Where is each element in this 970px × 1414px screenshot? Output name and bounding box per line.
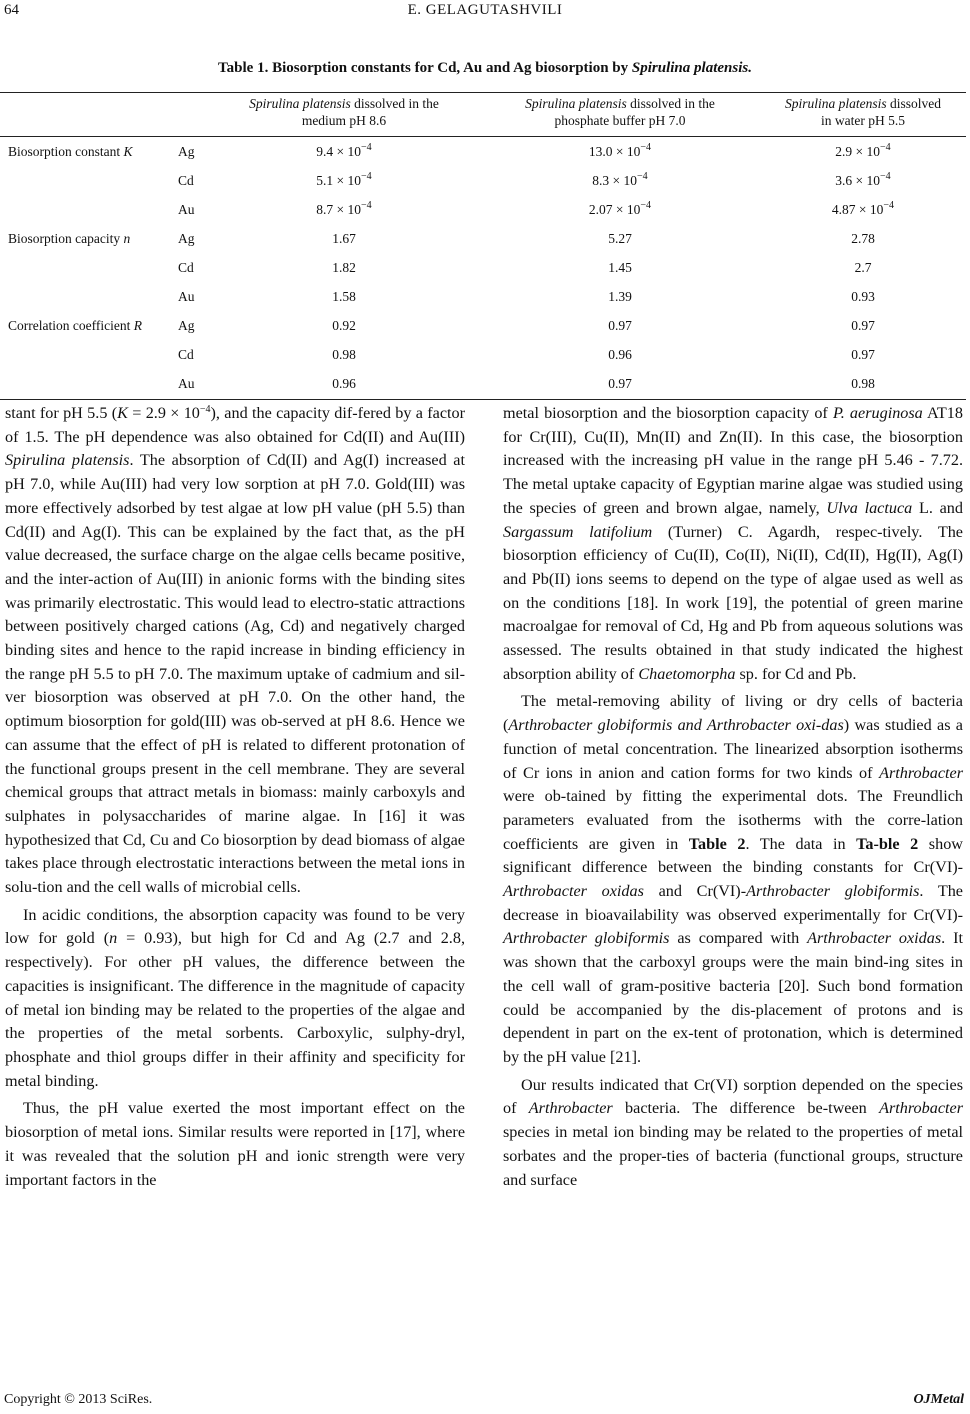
row-group-symbol: n: [123, 231, 131, 246]
table-cell: [783, 230, 943, 248]
metal-label: Cd: [178, 260, 194, 275]
metal-label: Ag: [178, 144, 195, 159]
cell-value: 13.0 × 10: [588, 144, 641, 159]
right-paragraph-2: The metal-removing ability of living or dry cells of bacteria (Arthrobacter globiformis and Arthrobacter oxi-das) was studied as a function of metal concentration. The linearized absorption isotherms of Cr ions in anion and cation forms for two kinds of Arthrobacter were ob-tained by fitting the experimental dots. The Freundlich parameters evaluated from the isotherms with the corre-lation coefficients are given in Table 2. The data in Ta-ble 2 show significant difference between the binding constants for Cr(VI)-Arthrobacter oxidas and Cr(VI)-Arthrobacter globiformis. The decrease in bioavailability was observed experimentally for Cr(VI)-Arthrobacter globiformis as compared with Arthrobacter oxidas. It was shown that the carboxyl groups were the main bind-ing sites in the cell wall of gram-positive bacteria [20]. Such bond formation could be accompanied by the dis-placement of protons and is dependent in part on the ex-tent of protonation, which is determined by the pH value [21].: [503, 692, 963, 1066]
cell-value: 5.27: [608, 231, 632, 246]
table-cell: [264, 172, 424, 190]
column-header-condition: medium pH 8.6: [301, 113, 387, 128]
cell-value: 1.45: [608, 260, 632, 275]
row-group-label: [8, 317, 142, 335]
column-header-text: dissolved in the: [350, 96, 439, 111]
metal-label: Cd: [178, 173, 194, 188]
cell-value: 2.78: [851, 231, 875, 246]
right-paragraph-3: Our results indicated that Cr(VI) sorption depended on the species of Arthrobacter bacteria. The difference be-tween Arthrobacter species in metal ion binding may be related to the properties of metal sorbates and the proper-ties of bacteria (functional groups, structure and surface: [503, 1075, 963, 1189]
table-cell: [264, 346, 424, 364]
cell-exponent: −4: [361, 142, 372, 153]
cell-value: 2.07 × 10: [588, 202, 641, 217]
cell-value: 0.97: [851, 347, 875, 362]
right-text-column: [503, 402, 963, 1192]
column-header-2: [490, 95, 750, 129]
column-header-condition: phosphate buffer pH 7.0: [554, 113, 686, 128]
left-paragraph-3: Thus, the pH value exerted the most important effect on the biosorption of metal ions. Similar results were reported in [17], where it was revealed that the solution pH and ionic strength were very important factors in the: [5, 1099, 465, 1189]
cell-value: 8.7 × 10: [316, 202, 362, 217]
cell-value: 4.87 × 10: [831, 202, 884, 217]
table-cell: [783, 317, 943, 335]
running-header: [0, 2, 970, 22]
row-group-symbol: K: [123, 144, 133, 159]
table-cell: [264, 143, 424, 161]
table-cell: [540, 259, 700, 277]
table-cell: [264, 375, 424, 393]
cell-exponent: −4: [361, 171, 372, 182]
cell-value: 2.7: [854, 260, 872, 275]
table-caption-species: Spirulina platensis.: [631, 60, 752, 76]
cell-exponent: −4: [640, 200, 652, 211]
cell-value: 0.93: [851, 289, 875, 304]
left-text-column: [5, 402, 465, 1192]
row-group-label: [8, 143, 133, 161]
metal-label: Au: [178, 289, 195, 304]
column-header-1: [214, 95, 474, 129]
column-header-species: Spirulina platensis: [525, 96, 627, 111]
cell-value: 0.97: [608, 318, 632, 333]
cell-value: 0.97: [608, 376, 632, 391]
metal-label: Cd: [178, 347, 194, 362]
cell-exponent: −4: [361, 200, 372, 211]
column-header-text: dissolved in the: [626, 96, 715, 111]
column-header-species: Spirulina platensis: [784, 96, 887, 111]
table-cell: [264, 230, 424, 248]
left-paragraph-2: In acidic conditions, the absorption capacity was found to be very low for gold (n = 0.93), but high for Cd and Ag (2.7 and 2.8, respectively). For other pH values, the difference between the capacities is insignificant. The difference in the magnitude of capacity of metal ion binding may be related to the properties of the algae and the properties of the metal sorbents. Carboxylic, sulphy-dryl, phosphate and thiol groups differ in their affinity and specificity for metal binding.: [5, 905, 465, 1090]
table-header-rule: [0, 136, 966, 137]
cell-value: 2.9 × 10: [835, 144, 881, 159]
table-cell: [783, 288, 943, 306]
cell-value: 1.82: [332, 260, 356, 275]
cell-value: 0.98: [332, 347, 356, 362]
running-title: E. GELAGUTASHVILI: [407, 2, 563, 18]
table-cell: [540, 201, 700, 219]
cell-value: 1.58: [332, 289, 356, 304]
right-paragraph-1: metal biosorption and the biosorption capacity of P. aeruginosa AT18 for Cr(III), Cu(II), Mn(II) and Zn(II). In this case, the biosorption increased with the increasing pH value in the range pH 5.46 - 7.72. The metal uptake capacity of Egyptian marine algae was studied using the species of green and brown algae, namely, Ulva lactuca L. and Sargassum latifolium (Turner) C. Agardh, respec-tively. The biosorption efficiency of Cu(II), Co(II), Ni(II), Cd(II), Hg(II), Ag(I) and Pb(II) ions seems to depend on the type of algae used as well as on the conditions [18]. In work [19], the potential of green marine macroalgae for removal of Cd, Hg and Pb from aqueous solutions was assessed. The results obtained in that study indicated the highest absorption ability of Chaetomorpha sp. for Cd and Pb.: [503, 404, 963, 683]
table-cell: [264, 201, 424, 219]
table-cell: [264, 259, 424, 277]
row-group-symbol: R: [133, 318, 142, 333]
table-caption-text: Table 1. Biosorption constants for Cd, Au and Ag biosorption by: [218, 60, 632, 76]
row-group-text: Biosorption constant: [8, 144, 124, 159]
left-paragraph-1: stant for pH 5.5 $(K = 2.9 \times 10^{-4})$, and the capacity dif-fered by a factor of 1.5. The pH dependence was also obtained for Cd(II) and Au(III) Spirulina platensis. The absorption of Cd(II) and Ag(I) increased at pH 7.0, while Au(III) had very low sorption at pH 7.0. Gold(III) was more effectively adsorbed by test algae at low pH value (pH 5.5) than Cd(II) and Ag(I). This can be explained by the fact that, as the pH value decreased, the surface charge on the algae cells became positive, and the inter-action of Au(III) in anionic forms with the binding sites was primarily electrostatic. This would lead to electro-static attractions between positively charged cations (Ag, Cd) and negatively charged binding sites and hence to the rapid increase in binding efficiency in the range pH 5.5 to pH 7.0. The maximum uptake of cadmium and sil-ver biosorption was observed at pH 7.0. On the other hand, the optimum biosorption for gold(III) was ob-served at pH 8.6. Hence we can assume that the effect of pH is related to different protonation of the functional groups present in the cell membrane. They are several chemical groups that attract metals in biomass: mainly carboxyls and sulphates in polysaccharides of marine algae. In [16] it was hypothesized that Cd, Cu and Co biosorption by dead biomass of algae takes place through electrostatic interactions between the metal ions in solu-tion and the cell walls of microbial cells.: [5, 404, 465, 897]
metal-label: Au: [178, 202, 195, 217]
row-group-text: Correlation coefficient: [8, 318, 134, 333]
cell-value: 3.6 × 10: [835, 173, 881, 188]
cell-value: 0.96: [608, 347, 632, 362]
cell-value: 1.39: [608, 289, 632, 304]
table-cell: [540, 172, 700, 190]
cell-exponent: −4: [640, 142, 652, 153]
metal-label: Ag: [178, 231, 195, 246]
cell-exponent: −4: [880, 171, 891, 182]
column-header-condition: in water pH 5.5: [821, 113, 905, 128]
column-header-species: Spirulina platensis: [249, 96, 351, 111]
table-cell: [783, 143, 943, 161]
cell-value: 0.96: [332, 376, 356, 391]
table-cell: [540, 143, 700, 161]
cell-value: 8.3 × 10: [592, 173, 638, 188]
cell-exponent: −4: [883, 200, 895, 211]
cell-exponent: −4: [637, 171, 648, 182]
row-group-text: Biosorption capacity: [8, 231, 124, 246]
cell-exponent: −4: [880, 142, 891, 153]
journal-name: OJMetal: [913, 1392, 964, 1407]
table-cell: [540, 346, 700, 364]
table-top-rule: [0, 92, 966, 93]
table-bottom-rule: [0, 399, 966, 400]
table-cell: [540, 317, 700, 335]
table-cell: [540, 375, 700, 393]
cell-value: 0.98: [851, 376, 875, 391]
cell-value: 1.67: [332, 231, 356, 246]
page-number: 64: [4, 2, 19, 18]
table-cell: [783, 375, 943, 393]
cell-value: 9.4 × 10: [316, 144, 362, 159]
table-caption: [0, 60, 970, 77]
table-cell: [783, 346, 943, 364]
table-cell: [264, 288, 424, 306]
table-cell: [783, 259, 943, 277]
table-cell: [264, 317, 424, 335]
table-cell: [783, 201, 943, 219]
metal-label: Ag: [178, 318, 195, 333]
table-cell: [540, 288, 700, 306]
table-cell: [783, 172, 943, 190]
column-header-3: [758, 95, 968, 129]
row-group-label: [8, 230, 130, 248]
cell-value: 0.92: [332, 318, 356, 333]
column-header-text: dissolved: [886, 96, 942, 111]
metal-label: Au: [178, 376, 195, 391]
cell-value: 5.1 × 10: [316, 173, 362, 188]
table-cell: [540, 230, 700, 248]
copyright-notice: Copyright © 2013 SciRes.: [4, 1392, 153, 1407]
cell-value: 0.97: [851, 318, 875, 333]
